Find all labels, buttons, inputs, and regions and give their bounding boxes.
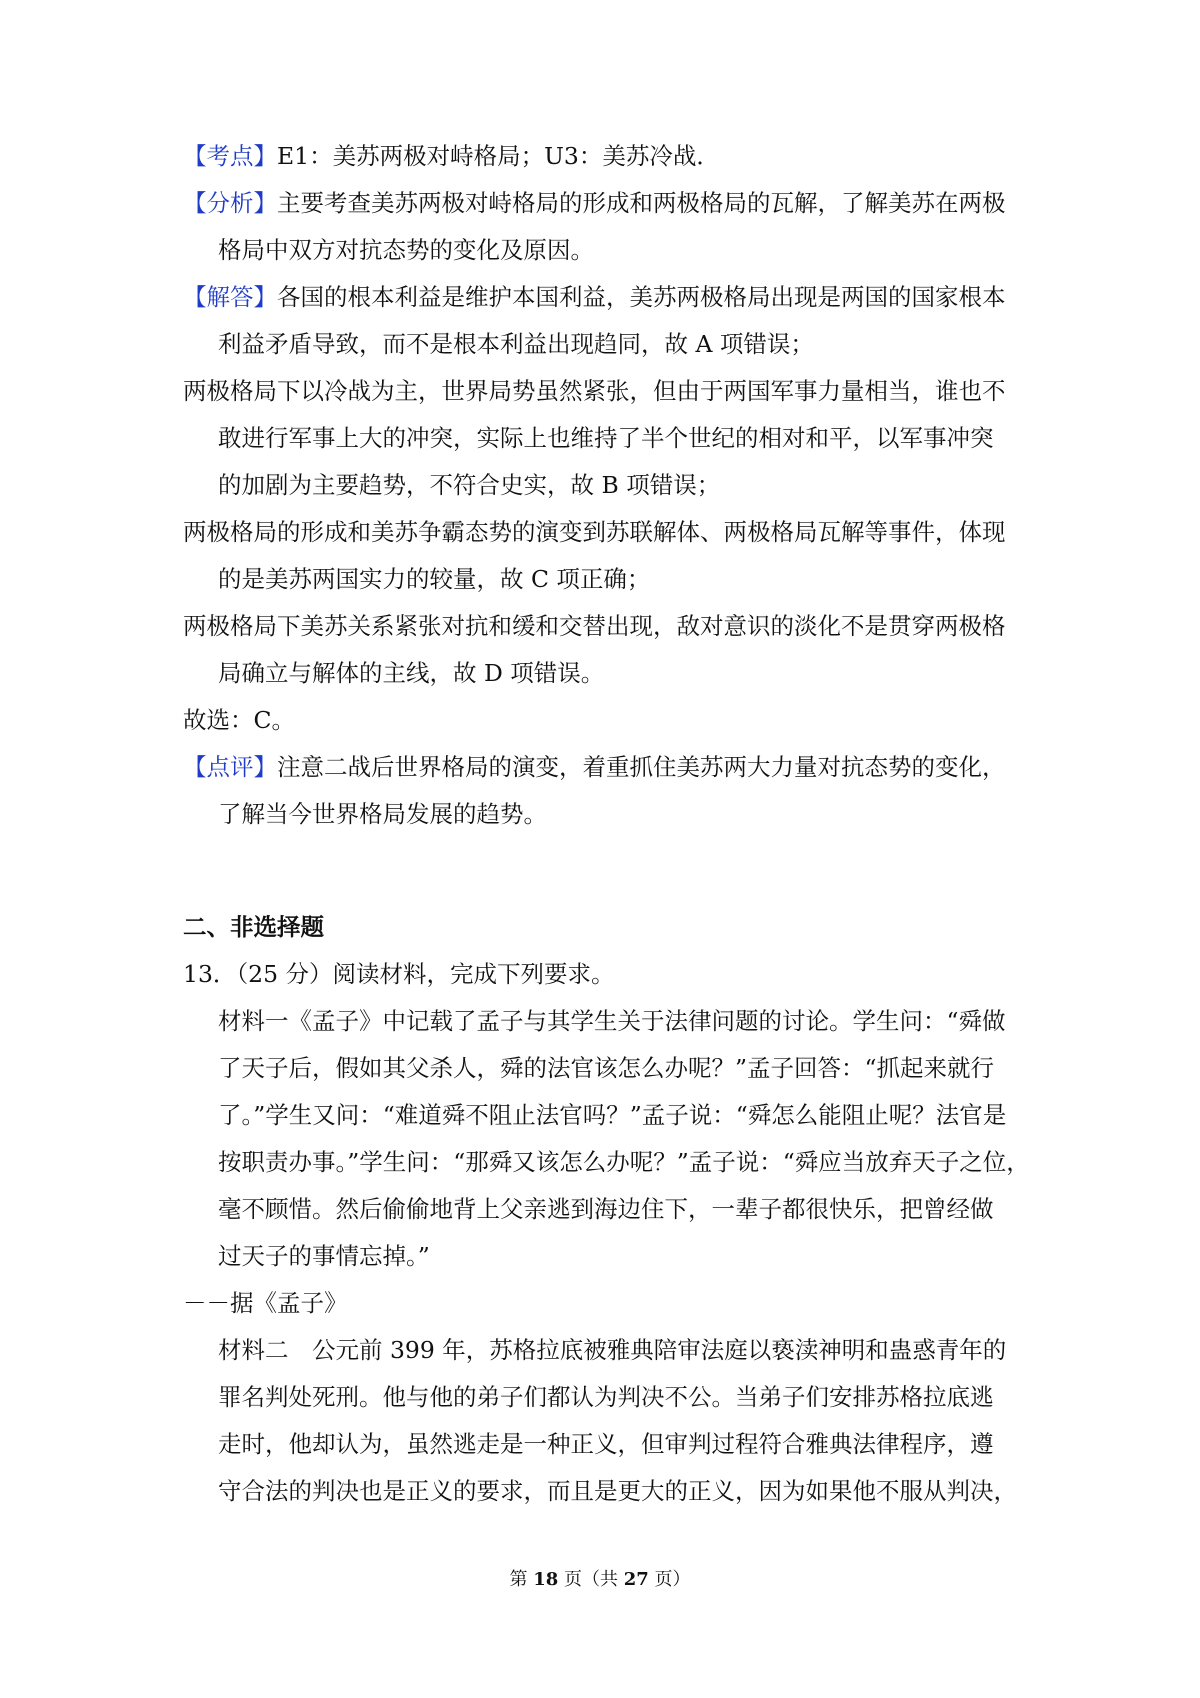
answer-section xyxy=(183,133,1028,838)
paragraph-c-line-1: 两极格局的形成和美苏争霸态势的演变到苏联解体、两极格局瓦解等事件，体现 xyxy=(183,518,1006,546)
material-1-source: －－据《孟子》 xyxy=(183,1289,348,1317)
fenxi-line-2: 格局中双方对抗态势的变化及原因。 xyxy=(218,236,594,264)
material-1-line-6: 过天子的事情忘掉。” xyxy=(218,1242,430,1270)
material-1-line-3: 了。”学生又问：“难道舜不阻止法官吗？”孟子说：“舜怎么能阻止呢？法官是 xyxy=(218,1101,1007,1129)
footer-suffix: 页） xyxy=(654,1569,691,1590)
material-2-line-4: 守合法的判决也是正义的要求，而且是更大的正义，因为如果他不服从判决， xyxy=(218,1477,1017,1505)
jieda-line-2: 利益矛盾导致，而不是根本利益出现趋同，故 A 项错误； xyxy=(218,330,814,358)
material-1-line-5: 毫不顾惜。然后偷偷地背上父亲逃到海边住下，一辈子都很快乐，把曾经做 xyxy=(218,1195,994,1223)
paragraph-c-line-2: 的是美苏两国实力的较量，故 C 项正确； xyxy=(218,565,651,593)
kaodian-line xyxy=(183,133,1028,180)
paragraph-b-line-3: 的加剧为主要趋势，不符合史实，故 B 项错误； xyxy=(218,471,721,499)
material-2-line-2: 罪名判处死刑。他与他的弟子们都认为判决不公。当弟子们安排苏格拉底逃 xyxy=(218,1383,994,1411)
jieda-text: 各国的根本利益是维护本国利益，美苏两极格局出现是两国的国家根本 xyxy=(277,283,1006,311)
footer-prefix: 第 xyxy=(509,1569,528,1590)
kaodian-tag: 【考点】 xyxy=(183,142,277,170)
choice-line: 故选：C。 xyxy=(183,706,295,734)
jieda-line xyxy=(183,274,1028,321)
fenxi-text: 主要考查美苏两极对峙格局的形成和两极格局的瓦解，了解美苏在两极 xyxy=(277,189,1006,217)
section-title: 二、非选择题 xyxy=(183,913,324,941)
material-1-line-4: 按职责办事。”学生问：“那舜又该怎么办呢？”孟子说：“舜应当放弃天子之位， xyxy=(218,1148,1030,1176)
material-1-line-2: 了天子后，假如其父杀人，舜的法官该怎么办呢？”孟子回答：“抓起来就行 xyxy=(218,1054,995,1082)
footer-page-number: 18 xyxy=(533,1569,559,1590)
footer-middle: 页（共 xyxy=(564,1569,618,1590)
kaodian-text: E1：美苏两极对峙格局；U3：美苏冷战． xyxy=(277,142,720,170)
footer-total-pages: 27 xyxy=(623,1569,649,1590)
paragraph-b-line-1: 两极格局下以冷战为主，世界局势虽然紧张，但由于两国军事力量相当，谁也不 xyxy=(183,377,1006,405)
fenxi-tag: 【分析】 xyxy=(183,189,277,217)
question-13-stem: 13．（25 分）阅读材料，完成下列要求。 xyxy=(183,960,615,988)
paragraph-d-line-1: 两极格局下美苏关系紧张对抗和缓和交替出现，敌对意识的淡化不是贯穿两极格 xyxy=(183,612,1006,640)
fenxi-line xyxy=(183,180,1028,227)
paragraph-d-line-2: 局确立与解体的主线，故 D 项错误。 xyxy=(218,659,605,687)
page-footer xyxy=(0,1568,1200,1592)
material-1-line-1: 材料一《孟子》中记载了孟子与其学生关于法律问题的讨论。学生问：“舜做 xyxy=(218,1007,1006,1035)
material-2-line-1: 材料二 公元前 399 年，苏格拉底被雅典陪审法庭以亵渎神明和蛊惑青年的 xyxy=(218,1336,1007,1364)
material-2-line-3: 走时，他却认为，虽然逃走是一种正义，但审判过程符合雅典法律程序，遵 xyxy=(218,1430,994,1458)
dianping-text: 注意二战后世界格局的演变，着重抓住美苏两大力量对抗态势的变化， xyxy=(277,753,1006,781)
dianping-tag: 【点评】 xyxy=(183,753,277,781)
dianping-line-2: 了解当今世界格局发展的趋势。 xyxy=(218,800,547,828)
jieda-tag: 【解答】 xyxy=(183,283,277,311)
question-section xyxy=(183,904,1028,1515)
paragraph-b-line-2: 敢进行军事上大的冲突，实际上也维持了半个世纪的相对和平，以军事冲突 xyxy=(218,424,994,452)
dianping-line xyxy=(183,744,1028,791)
